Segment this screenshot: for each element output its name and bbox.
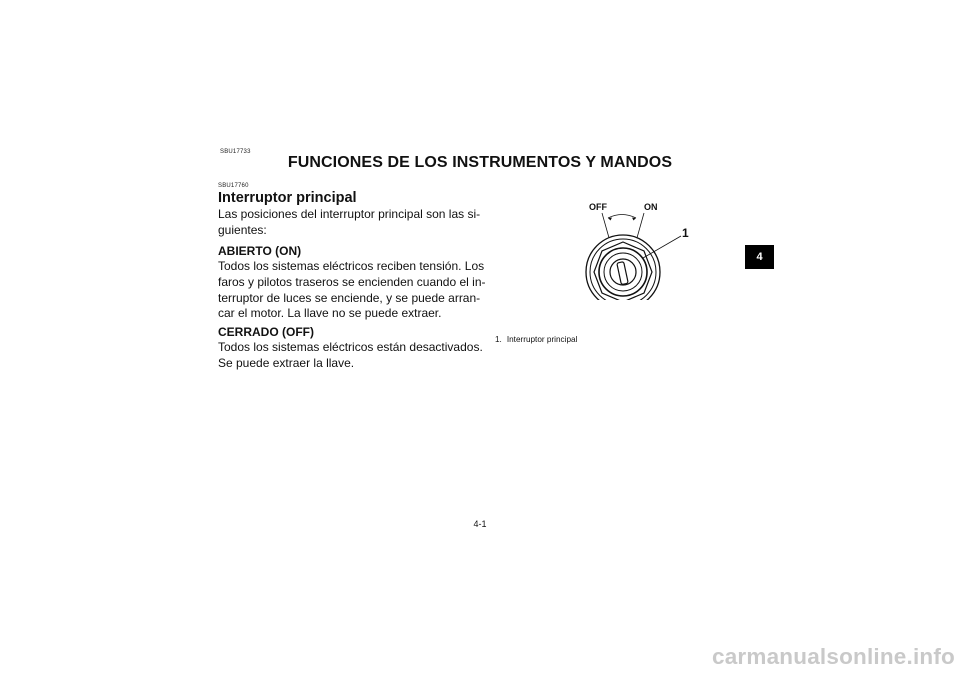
intro-line: Las posiciones del interruptor principal son las si-	[218, 207, 481, 221]
section-code: SBU17760	[218, 183, 249, 189]
on-line: Todos los sistemas eléctricos reciben tensión. Los	[218, 259, 485, 273]
intro-line: guientes:	[218, 222, 267, 237]
page-title: FUNCIONES DE LOS INSTRUMENTOS Y MANDOS	[287, 154, 673, 171]
off-line: Todos los sistemas eléctricos están desactivados.	[218, 340, 483, 354]
off-paragraph	[218, 340, 483, 372]
figure-caption	[495, 335, 577, 344]
on-line: faros y pilotos traseros se encienden cuando el in-	[218, 274, 486, 289]
off-label: OFF	[589, 202, 607, 212]
off-subheading: CERRADO (OFF)	[218, 325, 314, 339]
intro-paragraph	[218, 207, 481, 239]
on-paragraph	[218, 259, 486, 322]
watermark-text: carmanualsonline.info	[712, 644, 955, 669]
off-line: Se puede extraer la llave.	[218, 355, 355, 370]
arc-arrow-left	[608, 218, 612, 221]
page-number: 4-1	[473, 519, 487, 529]
on-subheading: ABIERTO (ON)	[218, 244, 302, 258]
rotation-arc	[608, 215, 636, 219]
document-code-top: SBU17733	[220, 149, 251, 155]
caption-number: 1.	[495, 335, 502, 344]
main-switch-illustration	[560, 196, 700, 300]
on-line: car el motor. La llave no se puede extraer.	[218, 306, 442, 321]
switch-body	[586, 235, 660, 300]
arc-arrow-right	[632, 218, 636, 221]
section-heading: Interruptor principal	[218, 190, 357, 206]
on-line: terruptor de luces se enciende, y se puede arran-	[218, 290, 481, 305]
chapter-tab: 4	[745, 245, 774, 269]
caption-text: Interruptor principal	[506, 335, 578, 344]
callout-number: 1	[682, 226, 689, 240]
on-label: ON	[644, 202, 658, 212]
